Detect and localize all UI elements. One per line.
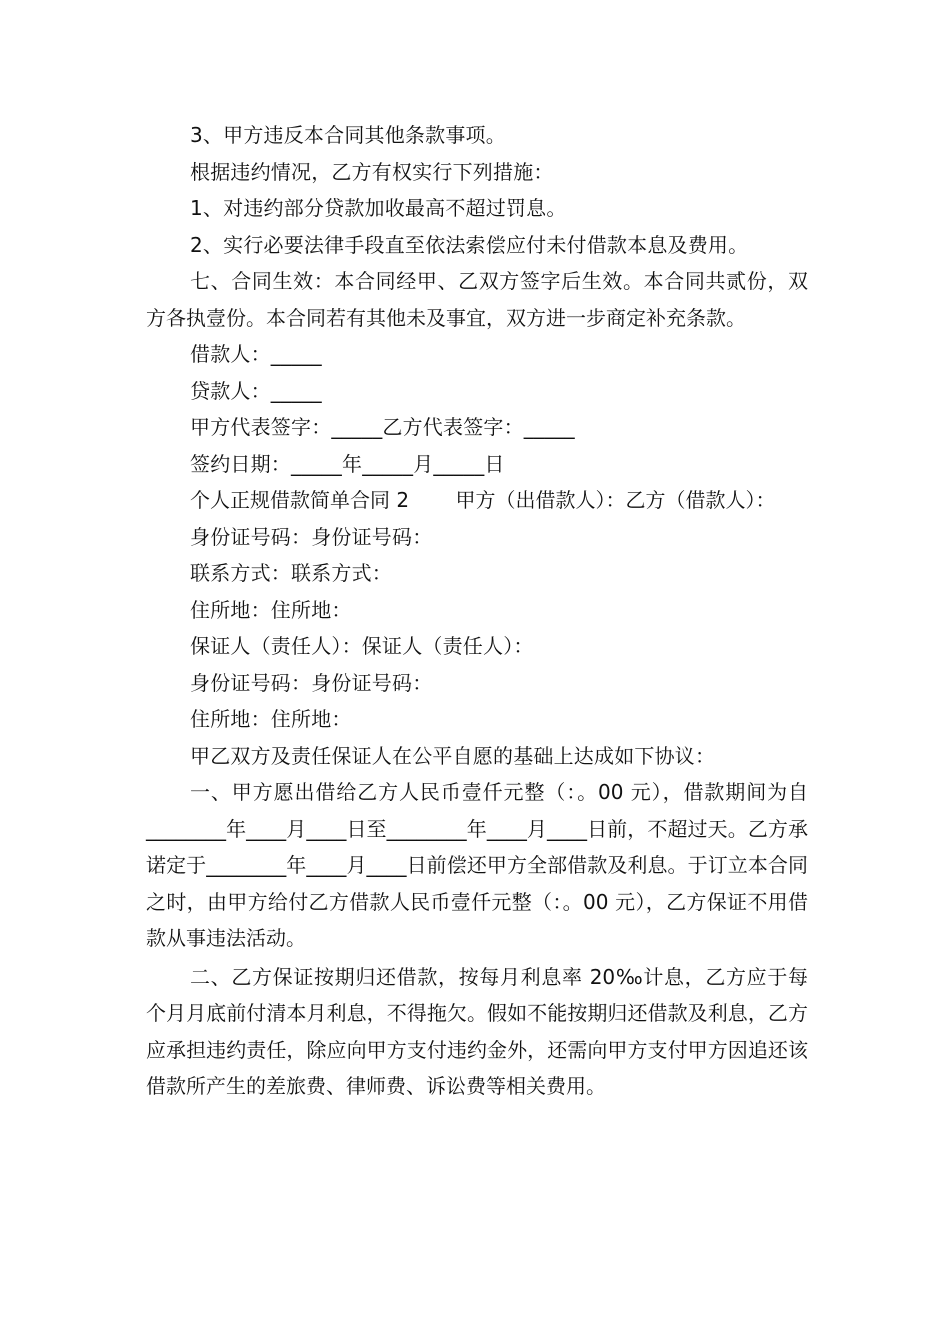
- guarantor-id-line: 身份证号码：身份证号码：: [190, 670, 433, 695]
- clause-1-loan-terms: 一、甲方愿出借给乙方人民币壹仟元整（：。00 元），借款期间为自________年____月____日至________年____月____日前，不超过天。乙方承诺定于________年____月____日前偿还甲方全部借款及利息。于订立本合同之时，由甲方给付乙方借款人民币壹仟元整（：。00 元），乙方保证不用借款从事违法活动。: [146, 780, 808, 950]
- id-number-line: 身份证号码：身份证号码：: [190, 524, 433, 549]
- clause-2-repayment: 二、乙方保证按期归还借款，按每月利息率 20‰计息，乙方应于每个月月底前付清本月利息，不得拖欠。假如不能按期归还借款及利息，乙方应承担违约责任，除应向甲方支付违约金外，还需向甲方支付甲方因追还该借款所产生的差旅费、律师费、诉讼费等相关费用。: [146, 964, 808, 1098]
- guarantor-line: 保证人（责任人）：保证人（责任人）：: [190, 634, 534, 658]
- remedy-item-1: 1、对违约部分贷款加收最高不超过罚息。: [190, 196, 567, 220]
- contract-2-heading: 个人正规借款简单合同 2 甲方（出借款人）：乙方（借款人）：: [190, 488, 776, 512]
- borrower-signature: 借款人：_____: [190, 342, 322, 366]
- agreement-intro: 甲乙双方及责任保证人在公平自愿的基础上达成如下协议：: [190, 743, 716, 768]
- remedy-item-2: 2、实行必要法律手段直至依法索偿应付未付借款本息及费用。: [190, 232, 749, 257]
- document-body: [146, 117, 808, 1105]
- representative-signatures: 甲方代表签字：_____乙方代表签字：_____: [190, 415, 575, 439]
- address-line: 住所地：住所地：: [190, 597, 352, 622]
- lender-signature: 贷款人：_____: [190, 378, 322, 403]
- signing-date: 签约日期：_____年_____月_____日: [190, 451, 505, 476]
- contact-line: 联系方式：联系方式：: [190, 561, 392, 585]
- guarantor-address-line: 住所地：住所地：: [190, 707, 352, 731]
- remedies-intro: 根据违约情况，乙方有权实行下列措施：: [190, 159, 554, 184]
- breach-item-3: 3、甲方违反本合同其他条款事项。: [190, 123, 506, 147]
- clause-7-effectiveness: 七、合同生效：本合同经甲、乙双方签字后生效。本合同共贰份，双方各执壹份。本合同若有其他未及事宜，双方进一步商定补充条款。: [146, 269, 808, 330]
